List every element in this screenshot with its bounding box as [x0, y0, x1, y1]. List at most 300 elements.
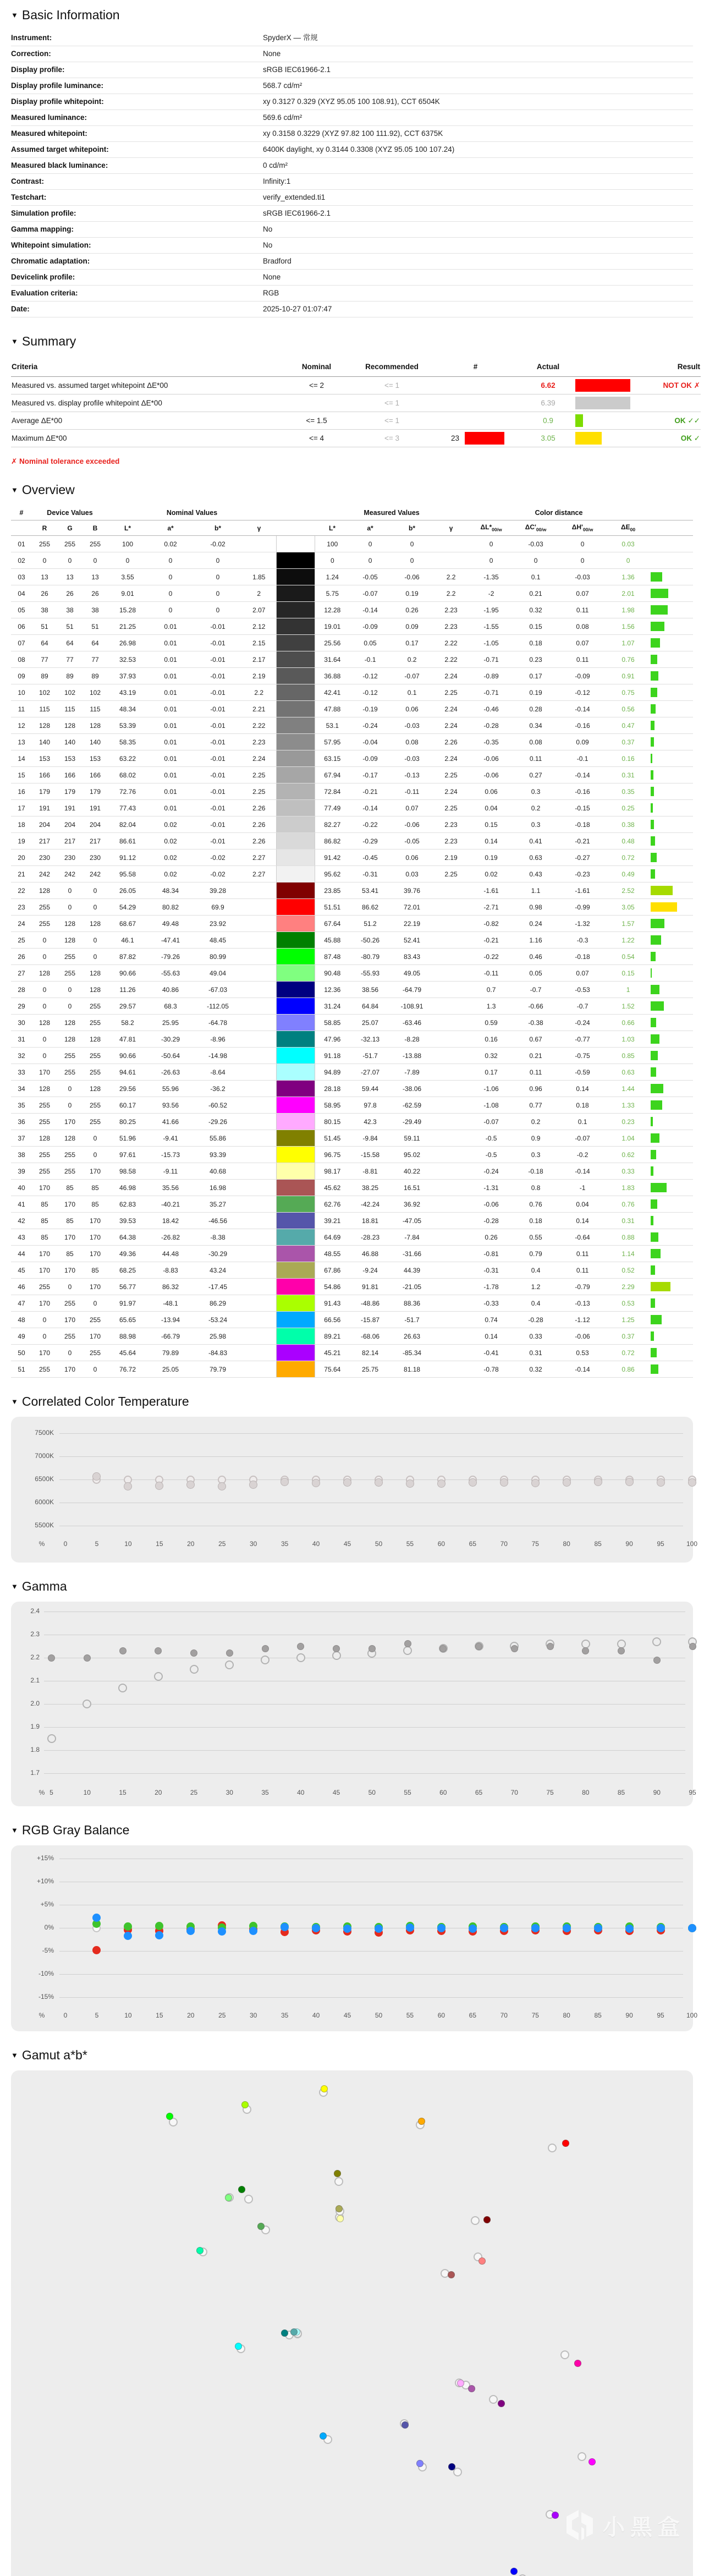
- section-heading-basic-information[interactable]: [11, 8, 704, 23]
- color-distance-value: 0.21: [514, 585, 558, 602]
- patch-swatch-cell: [276, 965, 315, 982]
- measured-value: -0.1: [350, 651, 391, 668]
- nominal-value: 86.29: [194, 1295, 242, 1312]
- gamma-measured-point: [48, 1654, 55, 1662]
- device-value: 242: [82, 866, 108, 883]
- device-value: 85: [32, 1196, 57, 1213]
- measured-value: -80.79: [350, 949, 391, 965]
- delta-e-bar-cell: [649, 1097, 693, 1114]
- gamut-nominal-point: [471, 2216, 480, 2225]
- gamma-measured-point: [618, 1647, 625, 1654]
- blue-channel-point: [625, 1925, 634, 1933]
- gamut-measured-point: [402, 2421, 409, 2429]
- x-axis-label: 65: [469, 2012, 477, 2019]
- color-distance-value: -1.61: [469, 883, 514, 899]
- color-distance-value: 0.08: [558, 618, 607, 635]
- patch-swatch-cell: [276, 1213, 315, 1229]
- blue-channel-point: [563, 1924, 571, 1932]
- measured-value: 0.07: [391, 800, 433, 816]
- patch-row: [11, 684, 693, 701]
- nominal-value: 0.01: [147, 651, 194, 668]
- tolerance-note: ✗ Nominal tolerance exceeded: [11, 457, 120, 465]
- info-row: [11, 126, 693, 142]
- nominal-value: [242, 1312, 276, 1328]
- x-axis-label: 10: [83, 1789, 91, 1796]
- x-axis-label: 0: [63, 2012, 68, 2019]
- color-distance-value: 0.96: [514, 1081, 558, 1097]
- device-value: 85: [82, 1262, 108, 1279]
- patch-row: [11, 618, 693, 635]
- measured-value: 45.62: [315, 1180, 350, 1196]
- delta-e-bar-cell: [649, 569, 693, 585]
- y-axis-label: 2.3: [30, 1630, 40, 1638]
- device-value: 0: [57, 883, 82, 899]
- color-distance-value: -0.14: [558, 701, 607, 717]
- device-value: 170: [82, 1213, 108, 1229]
- nominal-value: [242, 1328, 276, 1345]
- info-value: 0 cd/m²: [263, 161, 288, 169]
- nominal-value: 3.55: [108, 569, 147, 585]
- delta-e-value: 1.33: [607, 1097, 649, 1114]
- overview-group-header-row: [11, 505, 693, 520]
- x-axis-unit-label: %: [38, 1540, 45, 1548]
- info-label: Simulation profile:: [11, 209, 76, 217]
- measured-value: -0.45: [350, 849, 391, 866]
- measured-value: -0.19: [350, 701, 391, 717]
- nominal-value: 0.01: [147, 734, 194, 750]
- delta-e-value: 0.47: [607, 717, 649, 734]
- patch-number: 42: [11, 1213, 32, 1229]
- gamma-nominal-point: [225, 1660, 234, 1669]
- measured-value: 25.75: [350, 1361, 391, 1378]
- gamma-nominal-point: [332, 1651, 341, 1660]
- nominal-value: 0.01: [147, 767, 194, 783]
- patch-row: [11, 1081, 693, 1097]
- nominal-value: 11.26: [108, 982, 147, 998]
- delta-e-bar: [651, 1216, 653, 1225]
- nominal-value: 72.76: [108, 783, 147, 800]
- patch-swatch: [277, 1015, 315, 1031]
- nominal-value: 80.82: [147, 899, 194, 916]
- section-heading-summary[interactable]: [11, 334, 704, 349]
- y-axis-label: 1.9: [30, 1723, 40, 1730]
- color-distance-value: -0.5: [469, 1130, 514, 1147]
- measured-value: [433, 1361, 469, 1378]
- device-value: 255: [82, 1015, 108, 1031]
- patch-swatch: [277, 1312, 315, 1328]
- gamut-measured-point: [336, 2205, 343, 2212]
- device-value: 255: [82, 1048, 108, 1064]
- color-distance-value: 0.14: [469, 1328, 514, 1345]
- measured-value: [433, 1097, 469, 1114]
- color-distance-value: -0.15: [558, 800, 607, 816]
- device-value: 64: [57, 635, 82, 651]
- device-value: 242: [57, 866, 82, 883]
- color-distance-value: 0.16: [469, 1031, 514, 1048]
- measured-value: 58.95: [315, 1097, 350, 1114]
- measured-value: 0.06: [391, 701, 433, 717]
- patch-swatch-cell: [276, 899, 315, 916]
- patch-swatch: [277, 1031, 315, 1047]
- gamma-measured-point: [404, 1640, 411, 1647]
- gamut-measured-point: [510, 2568, 518, 2575]
- nominal-value: [242, 982, 276, 998]
- color-distance-value: 0.63: [514, 849, 558, 866]
- patch-swatch: [277, 783, 315, 799]
- device-value: 179: [82, 783, 108, 800]
- patch-swatch: [277, 585, 315, 601]
- nominal-value: -36.2: [194, 1081, 242, 1097]
- summary-patch-number: [430, 412, 521, 430]
- summary-header-row: [11, 357, 701, 377]
- patch-row: [11, 1246, 693, 1262]
- x-axis-label: 35: [261, 1789, 269, 1796]
- x-axis-label: 35: [280, 2012, 289, 2019]
- nominal-value: -40.21: [147, 1196, 194, 1213]
- patch-number: 07: [11, 635, 32, 651]
- info-value: xy 0.3158 0.3229 (XYZ 97.82 100 111.92), CCT 6375K: [263, 129, 443, 138]
- device-value: 255: [82, 536, 108, 552]
- color-distance-value: -0.03: [514, 536, 558, 552]
- measured-value: [433, 1064, 469, 1081]
- patch-swatch-cell: [276, 750, 315, 767]
- info-row: [11, 46, 693, 62]
- color-distance-value: -0.22: [469, 949, 514, 965]
- patch-swatch-cell: [276, 849, 315, 866]
- delta-e-bar: [651, 1051, 658, 1060]
- patch-row: [11, 916, 693, 932]
- x-axis-label: 70: [500, 1540, 508, 1548]
- measured-value: 2.2: [433, 569, 469, 585]
- measured-value: -8.81: [350, 1163, 391, 1180]
- delta-e-value: 1.14: [607, 1246, 649, 1262]
- info-label: Chromatic adaptation:: [11, 257, 90, 265]
- patch-swatch-cell: [276, 1279, 315, 1295]
- overview-column-header: γ: [242, 520, 276, 536]
- x-axis-label: 40: [297, 1789, 305, 1796]
- delta-e-value: 0.56: [607, 701, 649, 717]
- color-distance-value: 0.11: [558, 1246, 607, 1262]
- nominal-value: -13.94: [147, 1312, 194, 1328]
- patch-swatch-cell: [276, 949, 315, 965]
- gridline: [59, 1951, 683, 1952]
- section-heading-overview[interactable]: [11, 483, 704, 497]
- nominal-value: 0.01: [147, 618, 194, 635]
- device-value: 26: [82, 585, 108, 602]
- delta-e-bar-cell: [649, 750, 693, 767]
- color-distance-value: 0.19: [514, 684, 558, 701]
- measured-value: 2.24: [433, 668, 469, 684]
- x-axis-label: 80: [563, 1540, 570, 1548]
- color-distance-value: -0.21: [558, 833, 607, 849]
- nominal-value: 2.25: [242, 783, 276, 800]
- color-distance-value: 0.11: [514, 1064, 558, 1081]
- device-value: 255: [82, 1114, 108, 1130]
- nominal-value: 43.24: [194, 1262, 242, 1279]
- measured-value: 51.51: [315, 899, 350, 916]
- nominal-value: 77.43: [108, 800, 147, 816]
- measured-value: 38.56: [350, 982, 391, 998]
- delta-e-value: 1.56: [607, 618, 649, 635]
- color-distance-value: -0.71: [469, 684, 514, 701]
- delta-e-bar: [651, 1298, 655, 1308]
- color-distance-value: -0.33: [469, 1295, 514, 1312]
- info-value: verify_extended.ti1: [263, 193, 326, 201]
- color-distance-value: 0: [469, 536, 514, 552]
- device-value: 0: [82, 1130, 108, 1147]
- delta-e-bar: [651, 1249, 661, 1258]
- patch-number: 38: [11, 1147, 32, 1163]
- summary-row: [11, 377, 701, 394]
- info-row: [11, 110, 693, 126]
- delta-e-bar: [651, 1034, 659, 1044]
- info-row: [11, 62, 693, 78]
- section-heading-gamma[interactable]: [11, 1579, 704, 1594]
- color-distance-value: 0.26: [469, 1229, 514, 1246]
- device-value: 140: [32, 734, 57, 750]
- gamut-measured-point: [196, 2247, 204, 2254]
- section-heading-gamut[interactable]: [11, 2048, 704, 2063]
- gamut-measured-point: [320, 2432, 327, 2440]
- nominal-value: 2.24: [242, 750, 276, 767]
- color-distance-value: 0.33: [514, 1328, 558, 1345]
- patch-swatch-cell: [276, 618, 315, 635]
- gridline: [59, 1456, 683, 1457]
- patch-swatch-cell: [276, 1312, 315, 1328]
- patch-number: 23: [11, 899, 32, 916]
- color-distance-value: -0.12: [558, 684, 607, 701]
- x-axis-label: 50: [375, 1540, 383, 1548]
- measured-value: -51.7: [391, 1312, 433, 1328]
- color-distance-value: 0.18: [558, 1097, 607, 1114]
- nominal-value: [242, 1048, 276, 1064]
- patch-row: [11, 998, 693, 1015]
- nominal-value: -55.63: [147, 965, 194, 982]
- color-distance-value: 0.14: [558, 1213, 607, 1229]
- nominal-value: 0.01: [147, 783, 194, 800]
- nominal-value: 26.98: [108, 635, 147, 651]
- measured-value: -0.22: [350, 816, 391, 833]
- x-axis-label: 0: [63, 1540, 68, 1548]
- measured-value: 2.25: [433, 800, 469, 816]
- x-axis-label: 60: [437, 2012, 446, 2019]
- color-distance-value: -0.09: [558, 668, 607, 684]
- patch-row: [11, 602, 693, 618]
- patch-swatch-cell: [276, 1130, 315, 1147]
- color-distance-value: 1.2: [514, 1279, 558, 1295]
- patch-row: [11, 1180, 693, 1196]
- device-value: 128: [82, 1081, 108, 1097]
- device-value: 0: [82, 552, 108, 569]
- device-value: 0: [57, 552, 82, 569]
- patch-row: [11, 668, 693, 684]
- device-value: 170: [32, 1345, 57, 1361]
- nominal-value: 65.65: [108, 1312, 147, 1328]
- nominal-value: 68.67: [108, 916, 147, 932]
- x-axis-label: 25: [190, 1789, 198, 1796]
- patch-row: [11, 1361, 693, 1378]
- color-distance-value: -0.46: [469, 701, 514, 717]
- overview-column-header: [11, 520, 32, 536]
- summary-recommended: <= 1: [354, 377, 430, 394]
- measured-value: 72.84: [315, 783, 350, 800]
- measured-value: 28.18: [315, 1081, 350, 1097]
- device-value: 38: [82, 602, 108, 618]
- delta-e-bar: [651, 1265, 655, 1275]
- measured-value: -64.79: [391, 982, 433, 998]
- device-value: 115: [82, 701, 108, 717]
- patch-row: [11, 1064, 693, 1081]
- gridline: [59, 1997, 683, 1998]
- measured-value: 81.18: [391, 1361, 433, 1378]
- patch-row: [11, 1295, 693, 1312]
- patch-swatch: [277, 1213, 315, 1229]
- measured-value: [433, 1229, 469, 1246]
- delta-e-bar: [651, 1183, 667, 1192]
- blue-channel-point: [406, 1923, 414, 1932]
- info-row: [11, 78, 693, 94]
- patch-number: 12: [11, 717, 32, 734]
- gamma-measured-point: [582, 1647, 589, 1654]
- gamma-measured-point: [333, 1645, 340, 1652]
- section-title-gamut: Gamut a*b*: [21, 2048, 87, 2062]
- nominal-value: 2.26: [242, 816, 276, 833]
- patch-swatch: [277, 1114, 315, 1130]
- patch-swatch-cell: [276, 1031, 315, 1048]
- patch-number: 36: [11, 1114, 32, 1130]
- nominal-value: 90.66: [108, 1048, 147, 1064]
- device-value: 38: [32, 602, 57, 618]
- measured-value: 53.41: [350, 883, 391, 899]
- color-distance-value: -0.75: [558, 1048, 607, 1064]
- color-distance-value: -0.1: [558, 750, 607, 767]
- measured-value: 2.24: [433, 750, 469, 767]
- device-value: 85: [57, 1180, 82, 1196]
- info-label: Whitepoint simulation:: [11, 241, 91, 249]
- x-axis-label: 90: [625, 1540, 633, 1548]
- measured-value: [433, 1295, 469, 1312]
- nominal-value: -9.11: [147, 1163, 194, 1180]
- info-label: Testchart:: [11, 193, 47, 201]
- patch-swatch-cell: [276, 800, 315, 816]
- patch-swatch-cell: [276, 1114, 315, 1130]
- summary-recommended: <= 3: [354, 430, 430, 447]
- measured-value: 0.03: [391, 866, 433, 883]
- y-axis-label: 6000K: [35, 1498, 54, 1506]
- patch-swatch-cell: [276, 1229, 315, 1246]
- measured-value: 1.24: [315, 569, 350, 585]
- nominal-value: 49.36: [108, 1246, 147, 1262]
- measured-value: [433, 1312, 469, 1328]
- delta-e-bar: [651, 622, 664, 631]
- x-axis-label: 75: [546, 1789, 554, 1796]
- section-heading-rgb-gray-balance[interactable]: [11, 1823, 704, 1838]
- x-axis-label: 15: [156, 1540, 163, 1548]
- patch-swatch: [277, 932, 315, 948]
- patch-row: [11, 1213, 693, 1229]
- measured-value: -0.09: [350, 618, 391, 635]
- color-distance-value: 0.04: [469, 800, 514, 816]
- measured-value: -48.86: [350, 1295, 391, 1312]
- color-distance-value: -0.06: [469, 767, 514, 783]
- device-value: 170: [82, 1163, 108, 1180]
- measured-value: 87.48: [315, 949, 350, 965]
- color-distance-value: -0.18: [558, 816, 607, 833]
- patch-swatch: [277, 1147, 315, 1163]
- color-distance-value: -1.31: [469, 1180, 514, 1196]
- overview-column-header: $\Delta H'_{00/w}$: [558, 520, 607, 536]
- gamma-measured-point: [190, 1649, 197, 1657]
- info-value: No: [263, 241, 273, 249]
- measured-value: 25.07: [350, 1015, 391, 1031]
- x-axis-label: 25: [218, 1540, 226, 1548]
- patch-number: 45: [11, 1262, 32, 1279]
- summary-bar-cell: [575, 430, 639, 447]
- nominal-value: 2.27: [242, 849, 276, 866]
- y-axis-label: -10%: [38, 1970, 54, 1977]
- measured-value: 42.41: [315, 684, 350, 701]
- x-axis-label: 100: [686, 2012, 698, 2019]
- xiaoheihe-logo-icon: [564, 2509, 595, 2542]
- delta-e-value: 0.76: [607, 1196, 649, 1213]
- device-value: 191: [82, 800, 108, 816]
- measured-value: 90.48: [315, 965, 350, 982]
- cct-measured-point: [312, 1479, 320, 1487]
- delta-e-value: 1.98: [607, 602, 649, 618]
- measured-value: 91.81: [350, 1279, 391, 1295]
- nominal-value: 49.04: [194, 965, 242, 982]
- patch-number: 44: [11, 1246, 32, 1262]
- nominal-value: 76.72: [108, 1361, 147, 1378]
- measured-value: -38.06: [391, 1081, 433, 1097]
- nominal-value: -64.78: [194, 1015, 242, 1031]
- section-heading-cct[interactable]: [11, 1394, 704, 1409]
- nominal-value: 68.25: [108, 1262, 147, 1279]
- summary-actual: 6.62: [521, 377, 575, 394]
- color-distance-value: -0.18: [558, 949, 607, 965]
- measured-value: -85.34: [391, 1345, 433, 1361]
- delta-e-bar: [651, 968, 652, 978]
- patch-swatch: [277, 1279, 315, 1295]
- patch-swatch: [277, 849, 315, 865]
- delta-e-bar-cell: [649, 552, 693, 569]
- cct-measured-point: [280, 1478, 289, 1486]
- device-value: 166: [57, 767, 82, 783]
- y-axis-label: 2.1: [30, 1676, 40, 1684]
- measured-value: 19.01: [315, 618, 350, 635]
- patch-number: 19: [11, 833, 32, 849]
- measured-value: [433, 1114, 469, 1130]
- cct-measured-point: [563, 1478, 571, 1487]
- gamut-measured-point: [334, 2170, 341, 2177]
- color-distance-value: 0.15: [469, 816, 514, 833]
- gamut-nominal-point: [489, 2395, 498, 2404]
- patch-number: 03: [11, 569, 32, 585]
- nominal-value: [242, 1295, 276, 1312]
- color-distance-value: 0: [469, 552, 514, 569]
- x-axis-label: 45: [332, 1789, 340, 1796]
- nominal-value: [242, 916, 276, 932]
- device-value: 0: [32, 932, 57, 949]
- patch-swatch-cell: [276, 635, 315, 651]
- patch-row: [11, 883, 693, 899]
- nominal-value: -50.64: [147, 1048, 194, 1064]
- gamut-measured-point: [225, 2194, 232, 2201]
- measured-value: 45.21: [315, 1345, 350, 1361]
- patch-swatch: [277, 635, 315, 651]
- gridline: [59, 1433, 683, 1434]
- device-value: 170: [82, 1246, 108, 1262]
